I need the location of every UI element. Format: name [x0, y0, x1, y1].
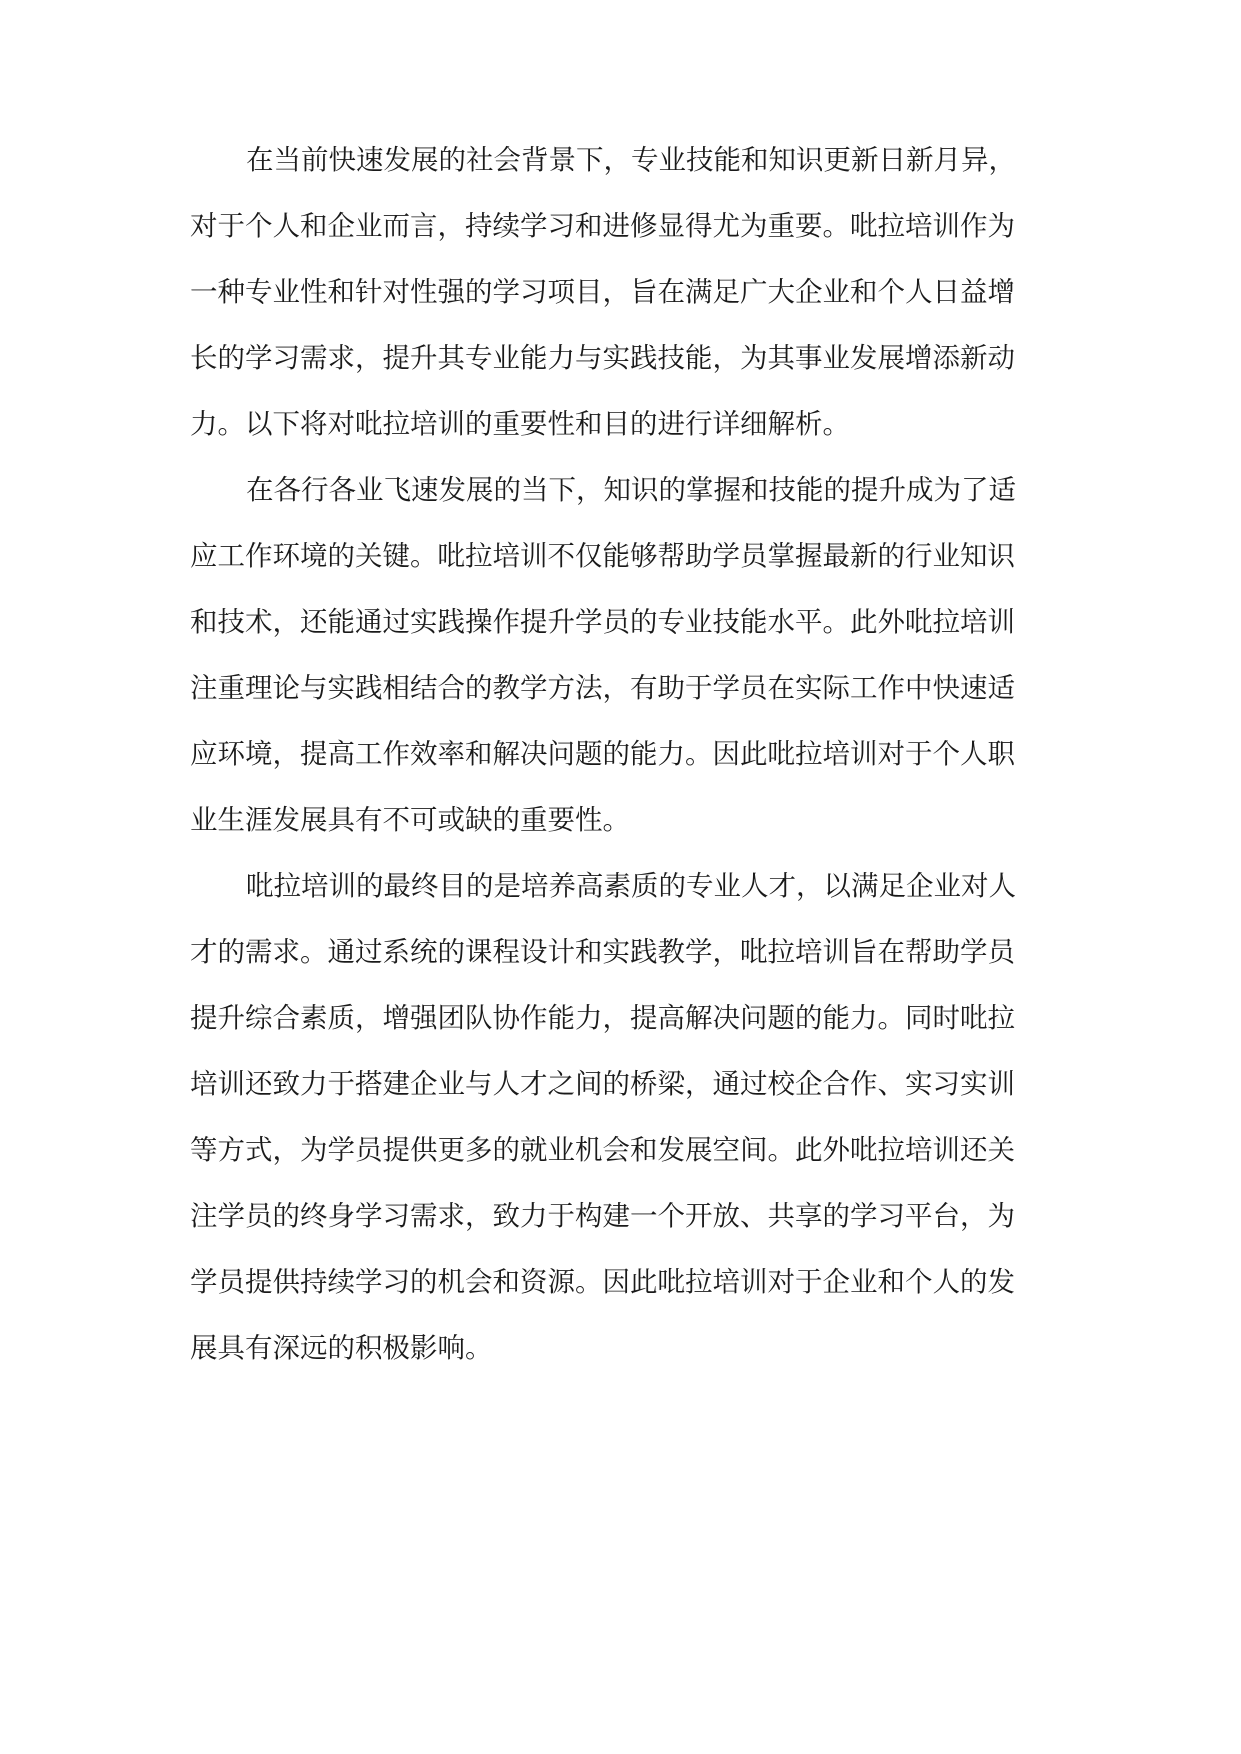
paragraph-3-line-6: 注学员的终身学习需求，致力于构建一个开放、共享的学习平台，为 — [190, 1200, 1015, 1232]
paragraph-3-line-5: 等方式，为学员提供更多的就业机会和发展空间。此外吡拉培训还关 — [190, 1134, 1015, 1166]
paragraph-3-line-8: 展具有深远的积极影响。 — [190, 1332, 493, 1364]
paragraph-1-line-1: 在当前快速发展的社会背景下，专业技能和知识更新日新月异， — [246, 144, 1016, 176]
paragraph-3-line-3: 提升综合素质，增强团队协作能力，提高解决问题的能力。同时吡拉 — [190, 1002, 1015, 1034]
paragraph-2-line-5: 应环境，提高工作效率和解决问题的能力。因此吡拉培训对于个人职 — [190, 738, 1015, 770]
paragraph-2-line-1: 在各行各业飞速发展的当下，知识的掌握和技能的提升成为了适 — [246, 474, 1016, 506]
paragraph-1-line-3: 一种专业性和针对性强的学习项目，旨在满足广大企业和个人日益增 — [190, 276, 1015, 308]
paragraph-2-line-2: 应工作环境的关键。吡拉培训不仅能够帮助学员掌握最新的行业知识 — [190, 540, 1015, 572]
paragraph-1-line-2: 对于个人和企业而言，持续学习和进修显得尤为重要。吡拉培训作为 — [190, 210, 1015, 242]
paragraph-3-line-4: 培训还致力于搭建企业与人才之间的桥梁，通过校企合作、实习实训 — [190, 1068, 1015, 1100]
paragraph-3-line-2: 才的需求。通过系统的课程设计和实践教学，吡拉培训旨在帮助学员 — [190, 936, 1015, 968]
paragraph-3-line-7: 学员提供持续学习的机会和资源。因此吡拉培训对于企业和个人的发 — [190, 1266, 1015, 1298]
paragraph-2-line-6: 业生涯发展具有不可或缺的重要性。 — [190, 804, 630, 836]
paragraph-2-line-3: 和技术，还能通过实践操作提升学员的专业技能水平。此外吡拉培训 — [190, 606, 1015, 638]
paragraph-1-line-4: 长的学习需求，提升其专业能力与实践技能，为其事业发展增添新动 — [190, 342, 1015, 374]
paragraph-3-line-1: 吡拉培训的最终目的是培养高素质的专业人才，以满足企业对人 — [246, 870, 1016, 902]
paragraph-2-line-4: 注重理论与实践相结合的教学方法，有助于学员在实际工作中快速适 — [190, 672, 1015, 704]
paragraph-1-line-5: 力。以下将对吡拉培训的重要性和目的进行详细解析。 — [190, 408, 850, 440]
